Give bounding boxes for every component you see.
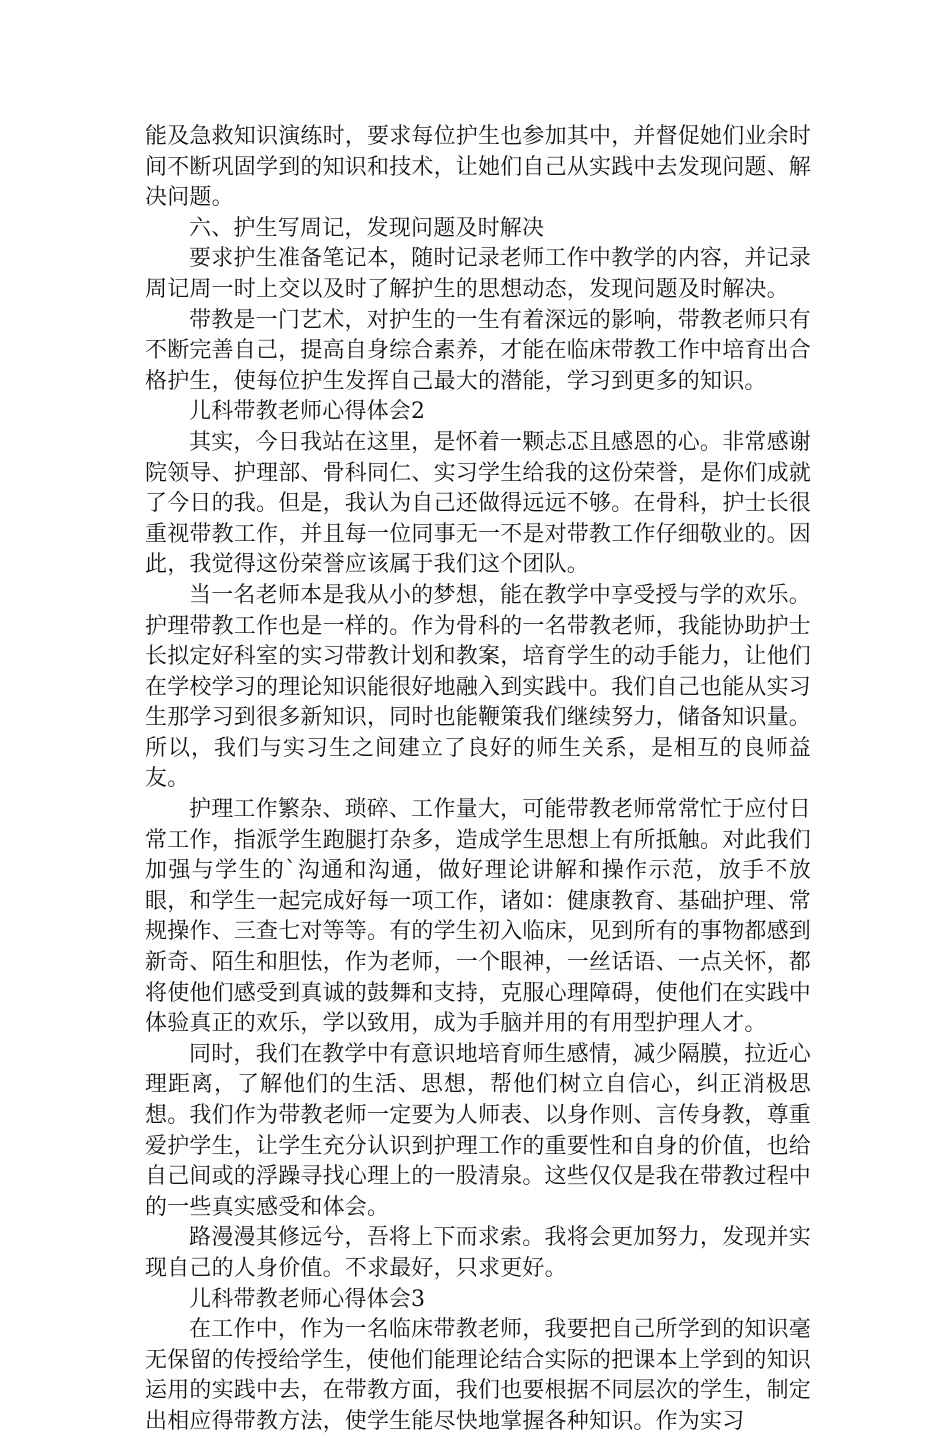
paragraph-relationship: 同时，我们在教学中有意识地培育师生感情，减少隔膜，拉近心理距离，了解他们的生活、思想，帮他们树立自信心，纠正消极思想。我们作为带教老师一定要为人师表、以身作则、言传身教，尊重爱护学生，让学生充分认识到护理工作的重要性和自身的价值，也给自己间或的浮躁寻找心理上的一股清泉。这些仅仅是我在带教过程中的一些真实感受和体会。 [145,1041,812,1220]
paragraph-continuation: 能及急救知识演练时，要求每位护生也参加其中，并督促她们业余时间不断巩固学到的知识和技术，让她们自己从实践中去发现问题、解决问题。 [145,124,812,211]
paragraph-weekly-notes: 要求护生准备笔记本，随时记录老师工作中教学的内容，并记录周记周一时上交以及时了解护生的思想动态，发现问题及时解决。 [145,246,811,302]
section-heading-experience-2: 儿科带教老师心得体会2 [189,399,426,425]
paragraph-teacher-dream: 当一名老师本是我从小的梦想，能在教学中享受授与学的欢乐。护理带教工作也是一样的。作为骨科的一名带教老师，我能协助护士长拟定好科室的实习带教计划和教案，培育学生的动手能力，让他们在学校学习的理论知识能很好地融入到实践中。我们自己也能从实习生那学习到很多新知识，同时也能鞭策我们继续努力，储备知识量。所以，我们与实习生之间建立了良好的师生关系，是相互的良师益友。 [145,582,812,792]
paragraph-teaching-art: 带教是一门艺术，对护生的一生有着深远的影响，带教老师只有不断完善自己，提高自身综合素养，才能在临床带教工作中培育出合格护生，使每位护生发挥自己最大的潜能，学习到更多的知识。 [145,307,812,394]
paragraph-gratitude: 其实，今日我站在这里，是怀着一颗忐忑且感恩的心。非常感谢院领导、护理部、骨科同仁、实习学生给我的这份荣誉，是你们成就了今日的我。但是，我认为自己还做得远远不够。在骨科，护士长很重视带教工作，并且每一位同事无一不是对带教工作仔细敬业的。因此，我觉得这份荣誉应该属于我们这个团队。 [145,429,812,578]
paragraph-nursing-work: 护理工作繁杂、琐碎、工作量大，可能带教老师常常忙于应付日常工作，指派学生跑腿打杂多，造成学生思想上有所抵触。对此我们加强与学生的`沟通和沟通，做好理论讲解和操作示范，放手不放眼，和学生一起完成好每一项工作，诸如：健康教育、基础护理、常规操作、三查七对等等。有的学生初入临床，见到所有的事物都感到新奇、陌生和胆怯，作为老师，一个眼神，一丝话语、一点关怀，都将使他们感受到真诚的鼓舞和支持，克服心理障碍，使他们在实践中体验真正的欢乐，学以致用，成为手脑并用的有用型护理人才。 [145,797,812,1037]
section-heading-experience-3: 儿科带教老师心得体会3 [189,1286,426,1312]
paragraph-long-road: 路漫漫其修远兮，吾将上下而求索。我将会更加努力，发现并实现自己的人身价值。不求最好，只求更好。 [145,1225,811,1281]
section-heading-weekly-notes: 六、护生写周记，发现问题及时解决 [189,215,545,241]
paragraph-clinical-teaching: 在工作中，作为一名临床带教老师，我要把自己所学到的知识毫无保留的传授给学生，使他们能理论结合实际的把课本上学到的知识运用的实践中去，在带教方面，我们也要根据不同层次的学生，制定出相应得带教方法，使学生能尽快地掌握各种知识。作为实习 [145,1317,812,1434]
document-page [145,122,811,1438]
